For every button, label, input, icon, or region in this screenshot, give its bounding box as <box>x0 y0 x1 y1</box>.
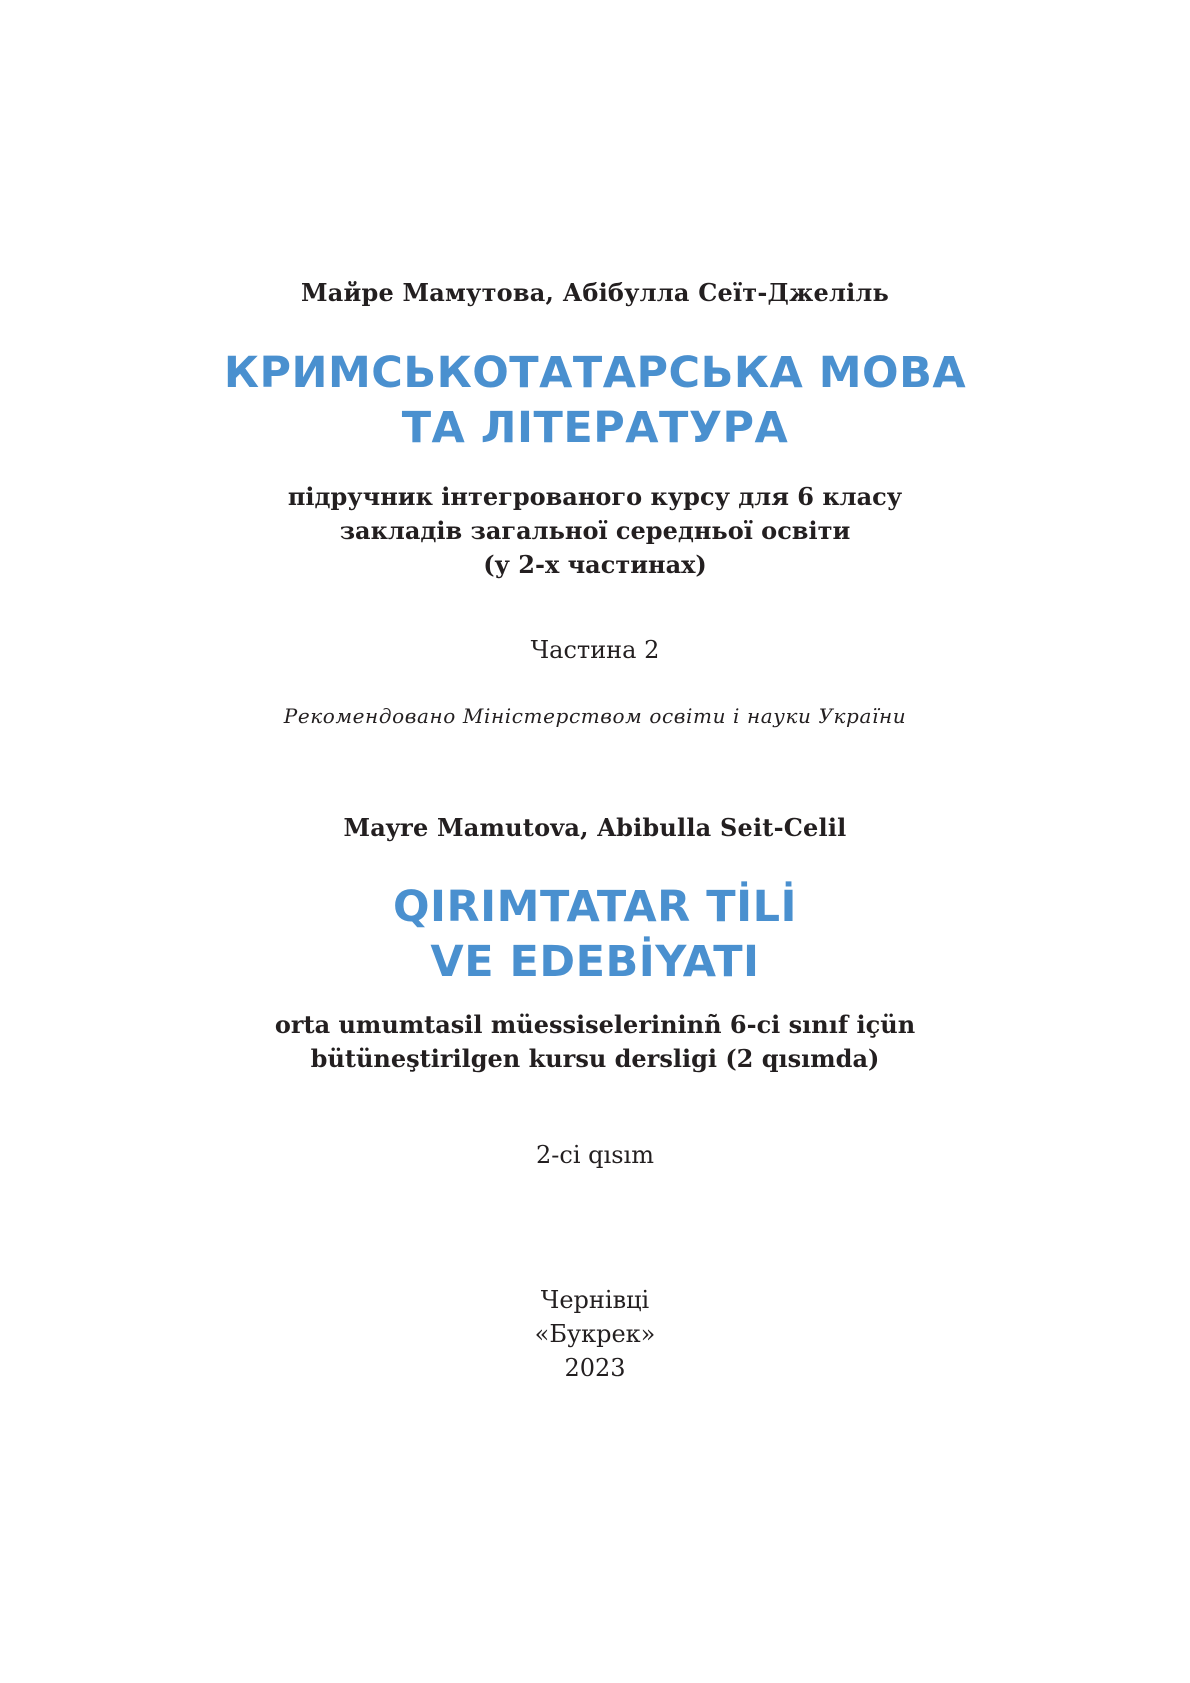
book-title-ua-line-1: КРИМСЬКОТАТАРСЬКА МОВА <box>223 348 967 398</box>
book-title-ua-line-2: ТА ЛІТЕРАТУРА <box>401 403 789 453</box>
subtitle-ua-line-1: підручник інтегрованого курсу для 6 класу <box>287 482 903 511</box>
authors-crh: Mayre Mamutova, Abibulla Seit-Celil <box>343 813 847 842</box>
imprint-city: Чернівці <box>540 1286 650 1314</box>
subtitle-crh-line-2: bütüneştirilgen kursu dersligi (2 qısımda) <box>310 1044 880 1073</box>
book-title-crh-line-1: QIRIMTATAR TİLİ <box>393 882 797 932</box>
book-title-crh-line-2: VE EDEBİYATI <box>430 937 760 987</box>
part-number-ua: Частина 2 <box>530 636 660 664</box>
imprint-publisher: «Букрек» <box>534 1320 656 1348</box>
authors-ua: Майре Мамутова, Абібулла Сеїт-Джеліль <box>300 278 890 307</box>
ministry-recommendation: Рекомендовано Міністерством освіти і науки України <box>283 704 907 728</box>
subtitle-ua-line-2: закладів загальної середньої освіти <box>339 516 851 545</box>
imprint-year: 2023 <box>564 1354 626 1382</box>
subtitle-ua-line-3: (у 2-х частинах) <box>483 550 707 579</box>
part-number-crh: 2-ci qısım <box>536 1141 654 1169</box>
subtitle-crh-line-1: orta umumtasil müessiselerininñ 6-ci sınıf içün <box>274 1010 916 1039</box>
